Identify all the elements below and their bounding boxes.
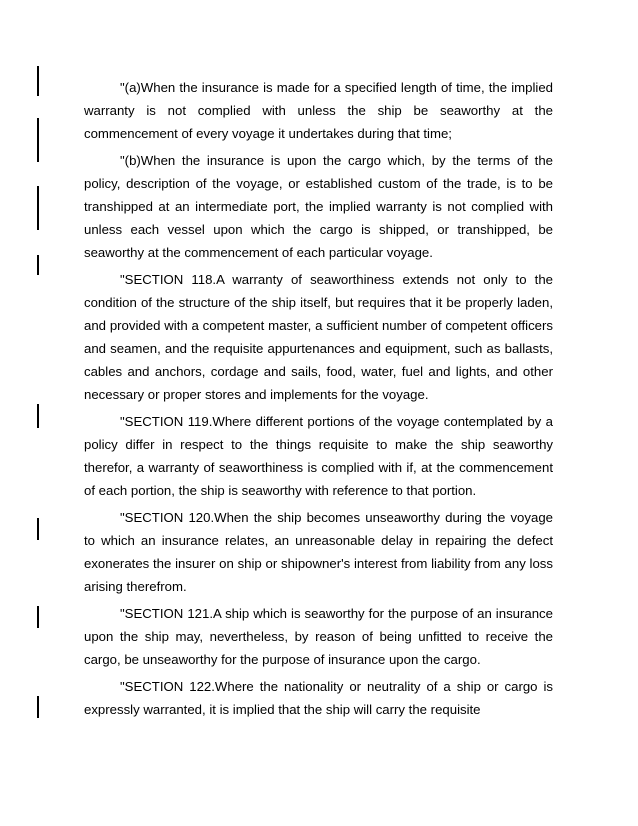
- section-119: "SECTION 119.Where different portions of the voyage contemplated by a policy differ in respect to the things requisite to make the ship seaworthy therefor, a warranty of seaworthiness is complied with if, at the commencement of each portion, the ship is seaworthy with reference to that portion.: [84, 414, 553, 498]
- revision-bar: [37, 186, 39, 230]
- revision-bar: [37, 404, 39, 428]
- section-120: "SECTION 120.When the ship becomes unseaworthy during the voyage to which an insurance relates, an unreasonable delay in repairing the defect exonerates the insurer on ship or shipowner's interest from liability from any loss arising therefrom.: [84, 510, 553, 594]
- revision-bar: [37, 66, 39, 96]
- document-body: [84, 76, 553, 725]
- revision-bar: [37, 255, 39, 275]
- revision-bar: [37, 696, 39, 718]
- paragraph-a: "(a)When the insurance is made for a specified length of time, the implied warranty is not complied with unless the ship be seaworthy at the commencement of every voyage it undertakes during that time;: [84, 80, 553, 141]
- revision-bar: [37, 518, 39, 540]
- revision-bar: [37, 118, 39, 162]
- section-118: "SECTION 118.A warranty of seaworthiness extends not only to the condition of the structure of the ship itself, but requires that it be properly laden, and provided with a competent master, a sufficient number of competent officers and seamen, and the requisite appurtenances and equipment, such as ballasts, cables and anchors, cordage and sails, food, water, fuel and lights, and other necessary or proper stores and implements for the voyage.: [84, 272, 553, 402]
- paragraph-b: "(b)When the insurance is upon the cargo which, by the terms of the policy, description of the voyage, or established custom of the trade, is to be transhipped at an intermediate port, the implied warranty is not complied with unless each vessel upon which the cargo is shipped, or transhipped, be seaworthy at the commencement of each particular voyage.: [84, 153, 553, 260]
- section-121: "SECTION 121.A ship which is seaworthy for the purpose of an insurance upon the ship may, nevertheless, by reason of being unfitted to receive the cargo, be unseaworthy for the purpose of insurance upon the cargo.: [84, 606, 553, 667]
- section-122: "SECTION 122.Where the nationality or neutrality of a ship or cargo is expressly warranted, it is implied that the ship will carry the requisite: [84, 679, 553, 717]
- revision-bar: [37, 606, 39, 628]
